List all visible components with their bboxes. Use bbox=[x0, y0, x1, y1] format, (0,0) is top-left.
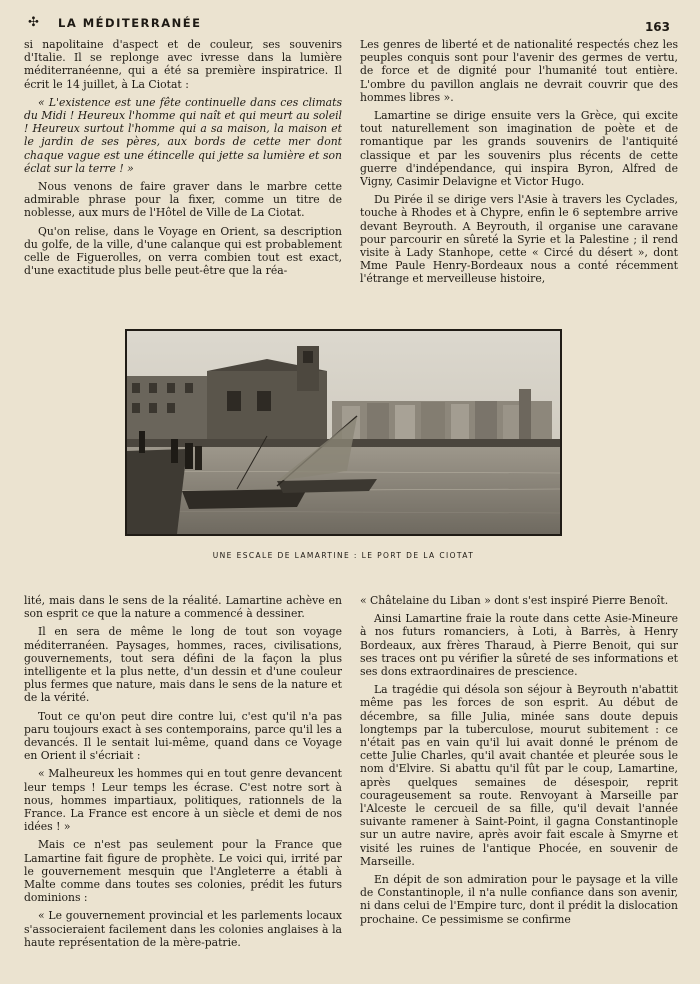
paragraph: « Le gouvernement provincial et les parlements locaux s'associeraient facilement dans les colonies anglaises à la haute représentation de la mère-patrie. bbox=[24, 909, 342, 949]
column-top-right bbox=[360, 38, 678, 320]
paragraph: Les genres de liberté et de nationalité respectés chez les peuples conquis sont pour l'avenir des germes de vertu, de force et de dignité pour l'humanité tout entière. L'ombre du pavillon anglais ne devrait couvrir que des hommes libres ». bbox=[360, 38, 678, 104]
paragraph: En dépit de son admiration pour le paysage et la ville de Constantinople, il n'a nulle confiance dans son avenir, ni dans celui de l'Empire turc, dont il prédit la dislocation prochaine. Ce pessimisme se confirme bbox=[360, 873, 678, 926]
paragraph: Tout ce qu'on peut dire contre lui, c'est qu'il n'a pas paru toujours exact à ses contemporains, parce qu'il les a devancés. Il le sentait lui-même, quand dans ce Voyage en Orient il s'écriait : bbox=[24, 709, 342, 763]
paragraph: « Malheureux les hommes qui en tout genre devancent leur temps ! Leur temps les écrase. C'est notre sort à nous, hommes impartiaux, politiques, rationnels de la France. La France est encore à un siècle et demi de nos idées ! » bbox=[24, 767, 342, 834]
paragraph: si napolitaine d'aspect et de couleur, ses souvenirs d'Italie. Il se replonge avec ivresse dans la lumière méditerranéenne, qui a été sa première inspiratrice. Il écrit le 14 juillet, à La Ciotat : bbox=[24, 38, 342, 91]
paragraph: Qu'on relise, dans le Voyage en Orient, sa description du golfe, de la ville, d'une calanque qui est probablement celle de Figuerolles, on verra combien tout est exact, d'une exactitude plus belle peut-être que la réa- bbox=[24, 224, 342, 278]
paragraph: Ainsi Lamartine fraie la route dans cette Asie-Mineure à nos futurs romanciers, à Loti, à Barrès, à Henry Bordeaux, aux frères Tharaud, à Pierre Benoit, qui sur ses traces ont pu vérifier la sûreté de ses informations et ses dons extraordinaires de prescience. bbox=[360, 612, 678, 679]
paragraph: Mais ce n'est pas seulement pour la France que Lamartine fait figure de prophète. Le voici qui, irrité par le gouvernement mesquin que l'Angleterre a établi à Malte comme dans toutes ses colonies, prédit les futurs dominions : bbox=[24, 838, 342, 905]
photo-caption: UNE ESCALE DE LAMARTINE : LE PORT DE LA CIOTAT bbox=[212, 551, 475, 560]
page-header bbox=[24, 14, 680, 34]
ornament-icon: ✣ bbox=[28, 15, 39, 30]
paragraph: Du Pirée il se dirige vers l'Asie à travers les Cyclades, touche à Rhodes et à Chypre, enfin le 6 septembre arrive devant Beyrouth. A Beyrouth, il organise une caravane pour parcourir en sûreté la Syrie et la Palestine ; il rend visite à Lady Stanhope, cette « Circé du désert », dont Mme Paule Henry-Bordeaux nous a conté récemment l'étrange et merveilleuse histoire, bbox=[360, 193, 678, 286]
harbor-photo-illustration bbox=[127, 331, 560, 534]
page-number: 163 bbox=[644, 20, 670, 34]
paragraph: Il en sera de même le long de tout son voyage méditerranéen. Paysages, hommes, races, civilisations, gouvernements, tout sera défini de la façon la plus intelligente et la plus nette, d'un dessin et d'une couleur plus fermes que nature, mais dans le sens de la nature et de la vérité. bbox=[24, 625, 342, 705]
column-bottom-right bbox=[360, 594, 678, 979]
paragraph: Lamartine se dirige ensuite vers la Grèce, qui excite tout naturellement son imagination de poète et de romantique par les grands souvenirs de l'antiquité classique et par les souvenirs plus récents de cette guerre d'indépendance, qui inspira Byron, Alfred de Vigny, Casimir Delavigne et Victor Hugo. bbox=[360, 109, 678, 189]
paragraph: lité, mais dans le sens de la réalité. Lamartine achève en son esprit ce que la nature a commencé à dessiner. bbox=[24, 594, 342, 621]
paragraph: « Châtelaine du Liban » dont s'est inspiré Pierre Benoît. bbox=[360, 594, 669, 607]
column-top-left bbox=[24, 38, 342, 308]
column-bottom-left bbox=[24, 594, 342, 979]
paragraph: La tragédie qui désola son séjour à Beyrouth n'abattit même pas les forces de son esprit. Au début de décembre, sa fille Julia, minée sans doute depuis longtemps par la tuberculose, mourut subitement : ce n'était pas en vain qu'il lui avait donné le prénom de cette Julie Charles, qu'il avait chantée et pleurée sous le nom d'Elvire. Si abattu qu'il fût par le coup, Lamartine, après quelques semaines de désespoir, reprit courageusement sa route. Renvoyant à Marseille par l'Alceste le cercueil de sa fille, qu'il devait l'année suivante ramener à Saint-Point, il gagna Constantinople sur un autre navire, après avoir fait escale à Smyrne et visité les ruines de l'antique Phocée, en souvenir de Marseille. bbox=[360, 683, 678, 868]
paragraph: Nous venons de faire graver dans le marbre cette admirable phrase pour la fixer, comme un titre de noblesse, aux murs de l'Hôtel de Ville de La Ciotat. bbox=[24, 180, 342, 220]
running-title: LA MÉDITERRANÉE bbox=[58, 16, 202, 30]
paragraph: « L'existence est une fête continuelle dans ces climats du Midi ! Heureux l'homme qui naît et qui meurt au soleil ! Heureux surtout l'homme qui a sa maison, la maison et le jardin de ses pères, aux bords de cette mer dont chaque vague est une étincelle qui jette sa lumière et son éclat sur la terre ! » bbox=[24, 95, 342, 175]
harbor-photo bbox=[125, 329, 562, 536]
